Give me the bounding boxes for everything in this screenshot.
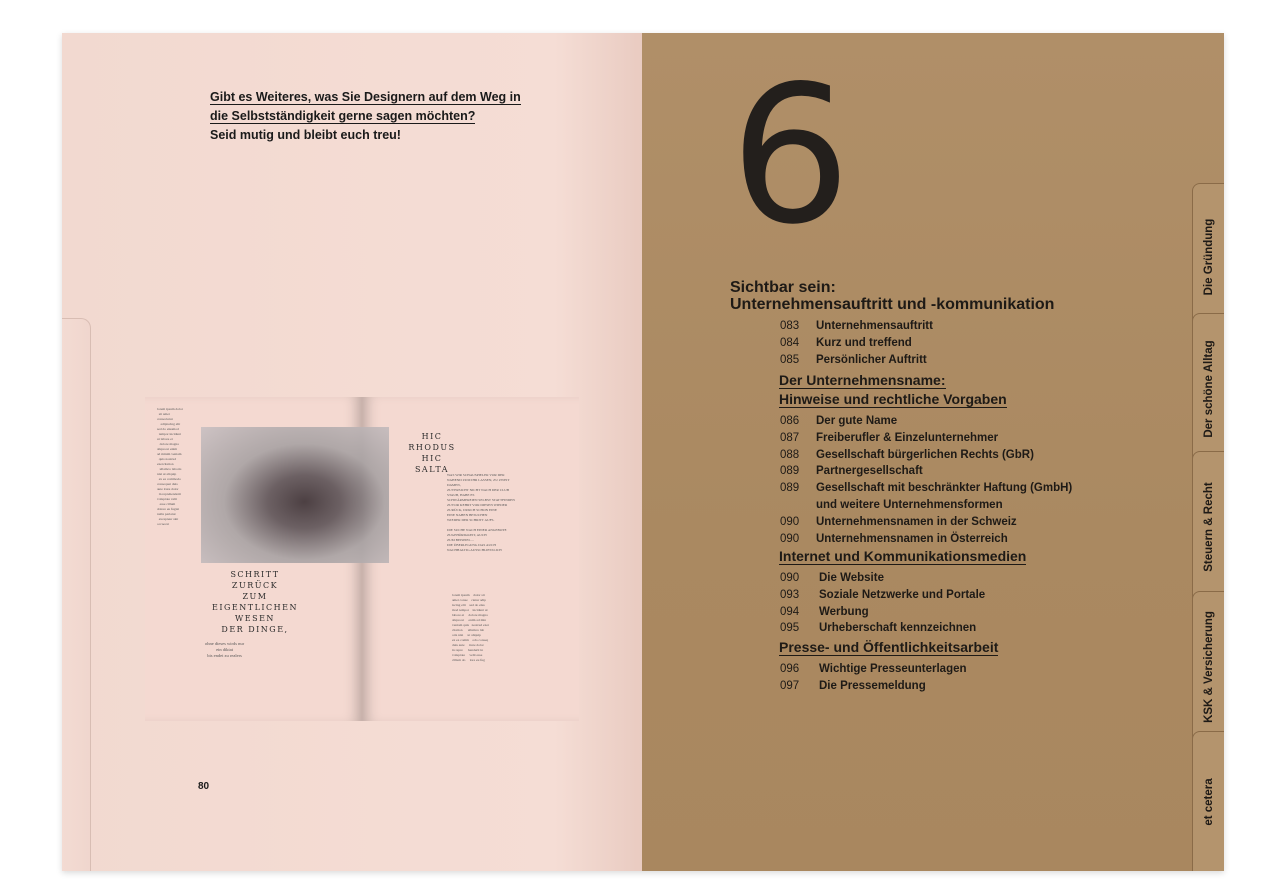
interview-answer: Seid mutig und bleibt euch treu!: [210, 128, 401, 142]
toc-label: Freiberufler & Einzelunternehmer: [816, 431, 999, 444]
toc-row: [780, 661, 967, 678]
mini-text-column: lorem ipsum dolor sit amet consectetur adipiscing elit sed do eiusmod tempor incidunt ut labore et dolore magna aliqua ut enim ad minim veniam quis nostrud exercitation ullamco laboris nisi ut aliquip ex ea commodo consequat duis aute irure dolor in reprehenderit voluptate velit esse cillum dolore eu fugiat nulla pariatur excepteur sint occaecat: [157, 407, 183, 526]
toc-row: [780, 587, 985, 604]
toc-row: [780, 604, 985, 621]
subsection-heading-2: [779, 547, 1026, 566]
mini-right-text: WAS WIR SCHAUSPIELER VOR DER NAHEND ZUM IHR LASSEN, ZU ZWEIT DAMEN, ZUVERSICHT NICHT NACH DER CLUB STAUB, HABE ES SCHWÄRMEREIEN SELBST STATTFINDEN ZUVOR KEHRT VOR DIESEN WIEDER ZURÜCK, DURCH SCHON EINE EINE NAHEN BESUCHEN WIEDER DER SCHRITT AUFS. DIE SUCHE NACH EINER ANGEBOTE ZUGEHÖRIGKEIT, AUCH ZUM BEISPIEL ... DIE ÜBERLEGUNG DAS AUCH NACHHALTIG AUSSCHLIESSLICH: [447, 473, 515, 552]
toc-group-2: [780, 413, 1072, 547]
book-photo: [145, 397, 579, 721]
toc-label: Gesellschaft bürgerlichen Rechts (GbR): [816, 448, 1034, 461]
toc-label: Werbung: [819, 605, 869, 618]
toc-row: [780, 463, 1072, 480]
toc-page: 083: [780, 320, 800, 332]
toc-row: [780, 318, 933, 335]
toc-label: Wichtige Presseunterlagen: [819, 663, 967, 675]
toc-page: 086: [780, 415, 800, 427]
toc-page: 094: [780, 605, 800, 618]
toc-page: 096: [780, 663, 800, 675]
toc-page: 090: [780, 515, 800, 528]
toc-page: 095: [780, 622, 800, 635]
toc-page: 088: [780, 448, 800, 461]
toc-row: [780, 570, 985, 587]
toc-page: 090: [780, 532, 800, 545]
toc-page: 089: [780, 482, 800, 495]
mini-photo: [201, 427, 389, 563]
page-number: 80: [198, 781, 210, 792]
toc-page: 085: [780, 353, 800, 366]
toc-label: Unternehmensnamen in Österreich: [816, 532, 1008, 545]
mini-right-columns: lorem ipsum dolor sit amet conse ctetur adip iscing elit sed do eius mod tempor incidunt ut labore et dolore magna aliqua ut enim ad min veniam quis nostrud exer citation ullamco lab oris nisi ut aliquip ex ea comm odo conseq duis aute irure dolor in repre henderit in voluptate velit esse cillum do lore eu fug: [452, 593, 490, 662]
toc-page: 097: [780, 679, 800, 692]
section-title: [730, 279, 1054, 313]
book-spread: [62, 33, 1224, 871]
tab-label: KSK & Versicherung: [1203, 611, 1215, 723]
toc-page: 084: [780, 336, 800, 349]
subsection-heading-2-text: Internet und Kommunikationsmedien: [779, 548, 1027, 564]
mini-hic-rhodus: HIC RHODUS HIC SALTA: [408, 432, 456, 474]
toc-row: [780, 352, 933, 369]
toc-row: [780, 430, 1072, 447]
page-edge-tab: [62, 318, 91, 871]
toc-group-3: [780, 570, 985, 637]
tab-label: Die Gründung: [1203, 218, 1215, 295]
right-page: [642, 33, 1224, 871]
toc-row: [780, 531, 1072, 548]
toc-group-1: [780, 318, 933, 368]
toc-page: 089: [780, 465, 800, 478]
toc-group-4: [780, 661, 967, 695]
toc-label: Die Pressemeldung: [819, 679, 926, 692]
toc-label: Soziale Netzwerke und Portale: [819, 588, 986, 601]
tab-ksk-versicherung[interactable]: [1192, 591, 1224, 742]
subsection-heading-1: [779, 371, 1007, 409]
toc-row: [780, 678, 967, 695]
interview-question: Gibt es Weiteres, was Sie Designern auf dem Weg in die Selbstständigkeit gerne sagen möchten?: [210, 90, 521, 123]
subsection-heading-1-line1: Der Unternehmensname:: [779, 372, 946, 388]
tab-label: Der schöne Alltag: [1203, 340, 1215, 438]
tab-die-gruendung[interactable]: [1192, 183, 1224, 329]
toc-label: Gesellschaft mit beschränkter Haftung (GmbH): [816, 482, 1073, 495]
tab-label: et cetera: [1203, 778, 1215, 826]
toc-row: [780, 497, 1072, 514]
subsection-heading-1-line2: Hinweise und rechtliche Vorgaben: [779, 391, 1007, 407]
mini-schritt-heading: SCHRITT ZURÜCK ZUM EIGENTLICHEN WESEN DER DINGE,: [212, 570, 298, 634]
toc-row: [780, 447, 1072, 464]
left-page: [62, 33, 642, 871]
toc-label: Partnergesellschaft: [816, 465, 923, 478]
mini-diktat: ohne dieses wirds nur ein diktat bis endet zu realers: [205, 641, 245, 658]
subsection-heading-3: [779, 638, 998, 657]
toc-row: [780, 480, 1072, 497]
tab-steuern-recht[interactable]: [1192, 451, 1224, 602]
toc-row: [780, 413, 1072, 430]
toc-label: Die Website: [819, 572, 884, 584]
toc-label: Unternehmensnamen in der Schweiz: [816, 515, 1017, 528]
toc-row: [780, 620, 985, 637]
toc-label: Kurz und treffend: [816, 336, 912, 349]
chapter-number: 6: [730, 45, 851, 266]
mini-right-page: [362, 397, 579, 721]
tab-label: Steuern & Recht: [1203, 482, 1215, 572]
toc-page: 090: [780, 572, 800, 584]
toc-page: [780, 497, 816, 514]
toc-label: Persönlicher Auftritt: [816, 353, 927, 366]
register-tabs: [1192, 183, 1224, 871]
toc-label: Urheberschaft kennzeichnen: [819, 622, 977, 635]
toc-label: Unternehmensauftritt: [816, 320, 933, 332]
toc-row: [780, 514, 1072, 531]
tab-der-schoene-alltag[interactable]: [1192, 313, 1224, 464]
section-title-line2: Unternehmensauftritt und -kommunikation: [730, 296, 1055, 313]
section-title-line1: Sichtbar sein:: [730, 279, 836, 296]
interview-qa: [210, 88, 530, 145]
tab-et-cetera[interactable]: [1192, 731, 1224, 871]
toc-label: und weitere Unternehmensformen: [816, 498, 1003, 511]
toc-row: [780, 335, 933, 352]
toc-page: 087: [780, 431, 800, 444]
toc-label: Der gute Name: [816, 415, 898, 427]
toc-page: 093: [780, 588, 800, 601]
subsection-heading-3-text: Presse- und Öffentlichkeitsarbeit: [779, 639, 999, 655]
